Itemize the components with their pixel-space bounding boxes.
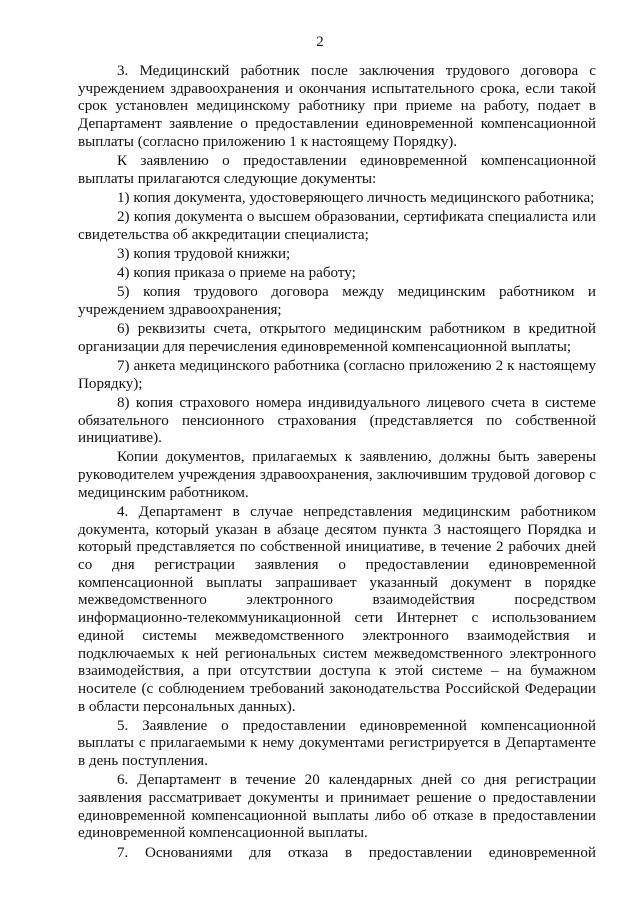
list-item-2: 2) копия документа о высшем образовании, сертификата специалиста или свидетельства об аккредитации специалиста; bbox=[78, 209, 596, 243]
list-item-6: 6) реквизиты счета, открытого медицинским работником в кредитной организации для перечисления единовременной компенсационной выплаты; bbox=[78, 321, 596, 355]
paragraph-5: 5. Заявление о предоставлении единовременной компенсационной выплаты с прилагаемыми к нему документами регистрируется в Департаменте в день поступления. bbox=[78, 717, 596, 770]
page-number: 2 bbox=[316, 34, 324, 50]
paragraph-copies-certified: Копии документов, прилагаемых к заявлению, должны быть заверены руководителем учреждения здравоохранения, заключившим трудовой договор с медицинским работником. bbox=[78, 449, 596, 501]
list-item-1: 1) копия документа, удостоверяющего личность медицинского работника; bbox=[117, 189, 595, 206]
list-item-8: 8) копия страхового номера индивидуального лицевого счета в системе обязательного пенсионного страхования (представляется по собственной инициативе). bbox=[78, 394, 596, 447]
list-item-7: 7) анкета медицинского работника (согласно приложению 2 к настоящему Порядку); bbox=[78, 358, 596, 392]
paragraph-4: 4. Департамент в случае непредставления медицинским работником документа, который указан в абзаце десятом пункта 3 настоящего Порядка и который представляется по собственной инициативе, в течение 2 рабочих дней со дня регистрации заявления о предоставлении единовременной компенсационной выплаты запрашивает указанный документ в порядке межведомственного электронного взаимодействия посредством информационно-телекоммуникационной сети Интернет с использованием единой системы межведомственного электронного взаимодействия и подключаемых к ней региональных систем межведомственного электронного взаимодействия, а при отсутствии доступа к этой системе – на бумажном носителе (с соблюдением требований законодательства Российской Федерации в области персональных данных). bbox=[78, 504, 596, 715]
paragraph-7: 7. Основаниями для отказа в предоставлении единовременной bbox=[117, 844, 596, 861]
paragraph-6: 6. Департамент в течение 20 календарных дней со дня регистрации заявления рассматривает документы и принимает решение о предоставлении единовременной компенсационной выплаты либо об отказе в предоставлении единовременной компенсационной выплаты. bbox=[78, 772, 596, 842]
list-item-4: 4) копия приказа о приеме на работу; bbox=[117, 265, 356, 282]
paragraph-3: 3. Медицинский работник после заключения трудового договора с учреждением здравоохранения и окончания испытательного срока, если такой срок установлен медицинскому работнику при приеме на работу, подает в Департамент заявление о предоставлении единовременной компенсационной выплаты (согласно приложению 1 к настоящему Порядку). bbox=[78, 63, 596, 150]
document-body bbox=[78, 63, 596, 864]
list-item-3: 3) копия трудовой книжки; bbox=[117, 245, 291, 262]
list-item-5: 5) копия трудового договора между медицинским работником и учреждением здравоохранения; bbox=[78, 284, 596, 318]
paragraph-attachments-intro: К заявлению о предоставлении единовременной компенсационной выплаты прилагаются следующие документы: bbox=[78, 152, 596, 187]
